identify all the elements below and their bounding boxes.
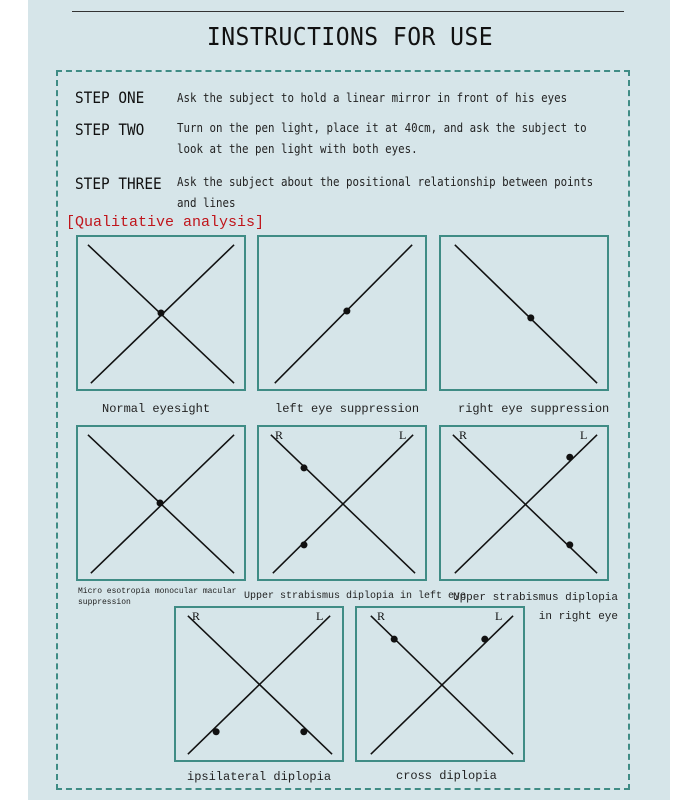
cross-diagram xyxy=(176,608,342,760)
top-divider xyxy=(72,11,624,12)
right-eye-marker: R xyxy=(459,428,468,442)
step-three-text: Ask the subject about the positional relationship between points and lines xyxy=(177,175,594,210)
panel-right-eye-suppression xyxy=(439,235,609,391)
fixation-dot xyxy=(300,728,307,735)
panel-micro-esotropia xyxy=(76,425,246,581)
panel-normal-eyesight xyxy=(76,235,246,391)
cross-diagram xyxy=(78,237,244,389)
fixation-dot xyxy=(527,314,534,321)
fixation-dot xyxy=(566,541,573,548)
cross-diagram xyxy=(441,427,607,579)
caption-upper-strabismus-right: Upper strabismus diplopia in right eye xyxy=(452,592,618,623)
fixation-dot xyxy=(300,464,307,471)
fixation-dot xyxy=(343,308,350,315)
panel-upper-strabismus-right xyxy=(439,425,609,581)
fixation-dot xyxy=(391,636,398,643)
fixation-dot xyxy=(300,541,307,548)
left-eye-marker: L xyxy=(316,609,324,623)
fixation-dot xyxy=(157,499,164,506)
panel-cross-diplopia xyxy=(355,606,525,762)
step-two-text: Turn on the pen light, place it at 40cm, and ask the subject to look at the pen light with both eyes. xyxy=(177,121,587,156)
line-diagram xyxy=(441,237,607,389)
page-title: INSTRUCTIONS FOR USE xyxy=(206,22,494,51)
left-eye-marker: L xyxy=(399,428,407,442)
step-three-label: STEP THREE xyxy=(75,174,162,193)
left-eye-marker: L xyxy=(580,428,588,442)
step-one-text: Ask the subject to hold a linear mirror in front of his eyes xyxy=(177,91,568,105)
caption-upper-strabismus-left: Upper strabismus diplopia in left eye xyxy=(244,591,467,602)
right-eye-marker: R xyxy=(377,609,386,623)
line-diagram xyxy=(259,237,425,389)
cross-diagram xyxy=(357,608,523,760)
fixation-dot xyxy=(481,636,488,643)
fixation-dot xyxy=(566,454,573,461)
caption-micro-esotropia: Micro esotropia monocular macular suppression xyxy=(78,587,237,607)
caption-ipsilateral-diplopia: ipsilateral diplopia xyxy=(187,770,332,784)
left-eye-marker: L xyxy=(495,609,503,623)
step-two-label: STEP TWO xyxy=(75,120,145,139)
cross-diagram xyxy=(78,427,244,579)
caption-right-eye-suppression: right eye suppression xyxy=(458,402,610,416)
panel-left-eye-suppression xyxy=(257,235,427,391)
fixation-dot xyxy=(213,728,220,735)
step-one-label: STEP ONE xyxy=(75,88,145,107)
page-margin xyxy=(670,0,700,800)
panel-upper-strabismus-left xyxy=(257,425,427,581)
caption-left-eye-suppression: left eye suppression xyxy=(275,402,420,416)
caption-cross-diplopia: cross diplopia xyxy=(396,769,497,783)
fixation-dot xyxy=(157,309,164,316)
right-eye-marker: R xyxy=(275,428,284,442)
caption-normal-eyesight: Normal eyesight xyxy=(102,402,211,416)
qualitative-analysis-heading: [Qualitative analysis] xyxy=(66,214,265,231)
right-eye-marker: R xyxy=(192,609,201,623)
cross-diagram xyxy=(259,427,425,579)
panel-ipsilateral-diplopia xyxy=(174,606,344,762)
